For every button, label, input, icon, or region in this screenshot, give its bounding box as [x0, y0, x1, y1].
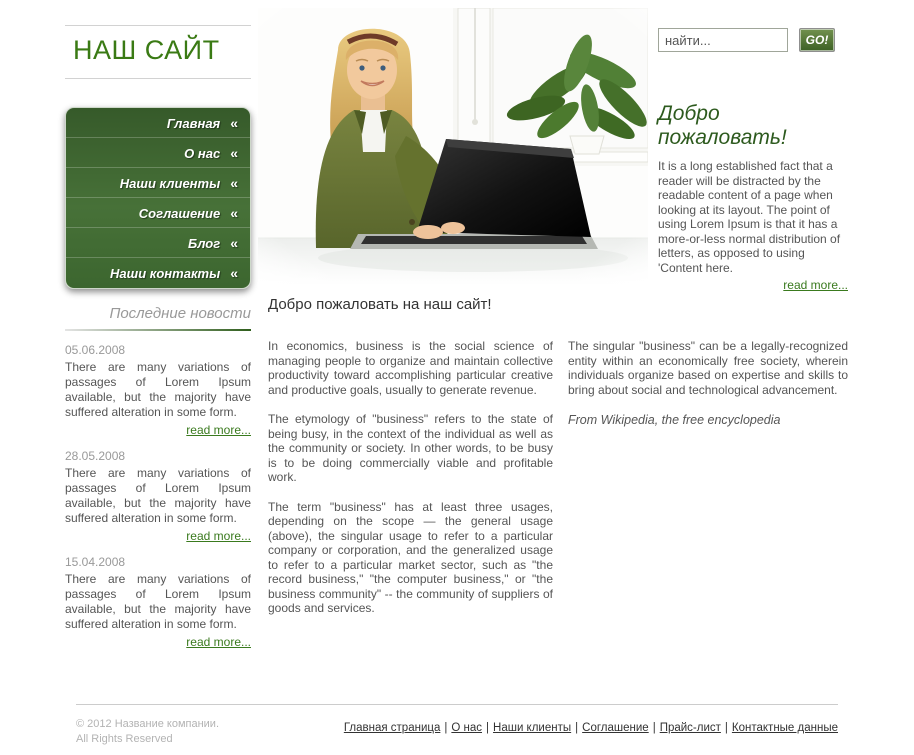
- content-column-2: [568, 339, 848, 631]
- footer-separator: |: [444, 722, 448, 734]
- news-text: There are many variations of passages of Lorem Ipsum available, but the majority have suffered alteration in some form.: [65, 466, 251, 525]
- menu-arrow-icon: «: [230, 115, 238, 131]
- latest-news-heading: Последние новости: [109, 305, 251, 322]
- footer-link-o-nas[interactable]: О нас: [451, 722, 483, 734]
- news-divider: [65, 329, 251, 331]
- woman-with-laptop-photo: [258, 8, 648, 285]
- menu-arrow-icon: «: [230, 235, 238, 251]
- page-title: Добро пожаловать на наш сайт!: [268, 296, 492, 313]
- footer-link-kontaktnye-dannye[interactable]: Контактные данные: [731, 722, 838, 734]
- news-item: [65, 555, 251, 649]
- menu-item-label: О нас: [184, 146, 221, 161]
- site-title: НАШ САЙТ: [73, 35, 220, 65]
- footer-link-price-list[interactable]: Прайс-лист: [659, 722, 721, 734]
- footer-link-soglashenie[interactable]: Соглашение: [582, 722, 649, 734]
- content-columns: [268, 339, 848, 631]
- sidebar: [65, 0, 251, 649]
- menu-arrow-icon: «: [230, 175, 238, 191]
- news-date: 28.05.2008: [65, 449, 126, 463]
- paragraph: In economics, business is the social science of managing people to organize and maintain collective productivity toward accomplishing particular creative and productive goals, usually to generate revenue.: [268, 339, 553, 397]
- menu-item-blog[interactable]: [66, 228, 250, 258]
- news-item: [65, 449, 251, 543]
- welcome-heading: Добро пожаловать!: [658, 102, 787, 149]
- footer-separator: |: [575, 722, 579, 734]
- footer-link-nashi-klienty[interactable]: Наши клиенты: [493, 722, 572, 734]
- menu-item-label: Соглашение: [138, 206, 221, 221]
- news-text: There are many variations of passages of Lorem Ipsum available, but the majority have suffered alteration in some form.: [65, 572, 251, 631]
- footer-separator: |: [652, 722, 656, 734]
- menu-item-o-nas[interactable]: [66, 138, 250, 168]
- copyright-line1: © 2012 Название компании.: [76, 718, 220, 730]
- menu-arrow-icon: «: [230, 265, 238, 281]
- copyright-line2: All Rights Reserved: [76, 733, 173, 745]
- paragraph: The etymology of "business" refers to the state of being busy, in the context of the individual as well as the community or society. In other words, to be busy is to be doing commercially viable and profitable work.: [268, 412, 553, 484]
- news-date: 05.06.2008: [65, 343, 126, 357]
- paragraph: The term "business" has at least three usages, depending on the scope — the general usage (above), the singular usage to refer to a particular company or corporation, and the generalized usage to refer to a particular market sector, such as "the record business," "the computer business," or "the business community" -- the community of suppliers of goods and services.: [268, 499, 553, 615]
- news-read-more-link[interactable]: read more...: [186, 635, 251, 649]
- main-menu: [65, 107, 251, 289]
- menu-arrow-icon: «: [230, 145, 238, 161]
- search-go-button[interactable]: GO!: [799, 28, 835, 52]
- search-input[interactable]: [658, 28, 788, 52]
- menu-item-soglashenie[interactable]: [66, 198, 250, 228]
- news-text: There are many variations of passages of Lorem Ipsum available, but the majority have suffered alteration in some form.: [65, 360, 251, 419]
- news-item: [65, 343, 251, 437]
- main-content: [268, 296, 848, 631]
- source-attribution: From Wikipedia, the free encyclopedia: [568, 413, 781, 427]
- paragraph: The singular "business" can be a legally-recognized entity within an economically free society, wherein individuals organize based on expertise and skills to bring about social and technological advancement.: [568, 339, 848, 397]
- logo: [65, 25, 251, 79]
- right-column: [658, 0, 848, 292]
- hero-image: [258, 8, 648, 285]
- news-read-more-link[interactable]: read more...: [186, 529, 251, 543]
- welcome-read-more-link[interactable]: read more...: [783, 278, 848, 292]
- menu-item-label: Главная: [166, 116, 221, 131]
- menu-item-nashi-klienty[interactable]: [66, 168, 250, 198]
- footer: [0, 704, 914, 747]
- copyright: [76, 717, 219, 747]
- menu-item-nashi-kontakty[interactable]: [66, 258, 250, 288]
- menu-item-label: Наши контакты: [110, 266, 221, 281]
- footer-separator: |: [486, 722, 490, 734]
- menu-item-label: Наши клиенты: [119, 176, 221, 191]
- menu-item-label: Блог: [188, 236, 221, 251]
- news-date: 15.04.2008: [65, 555, 126, 569]
- footer-link-glavnaya-stranica[interactable]: Главная страница: [343, 722, 441, 734]
- welcome-text: It is a long established fact that a reader will be distracted by the readable content of a page when looking at its layout. The point of using Lorem Ipsum is that it has a more-or-less normal distribution of letters, as opposed to using 'Content here.: [658, 159, 841, 275]
- content-column-1: [268, 339, 553, 631]
- menu-arrow-icon: «: [230, 205, 238, 221]
- footer-separator: |: [724, 722, 728, 734]
- menu-item-glavnaya[interactable]: [66, 108, 250, 138]
- news-read-more-link[interactable]: read more...: [186, 423, 251, 437]
- search-bar: [658, 28, 848, 52]
- footer-links: [344, 722, 838, 734]
